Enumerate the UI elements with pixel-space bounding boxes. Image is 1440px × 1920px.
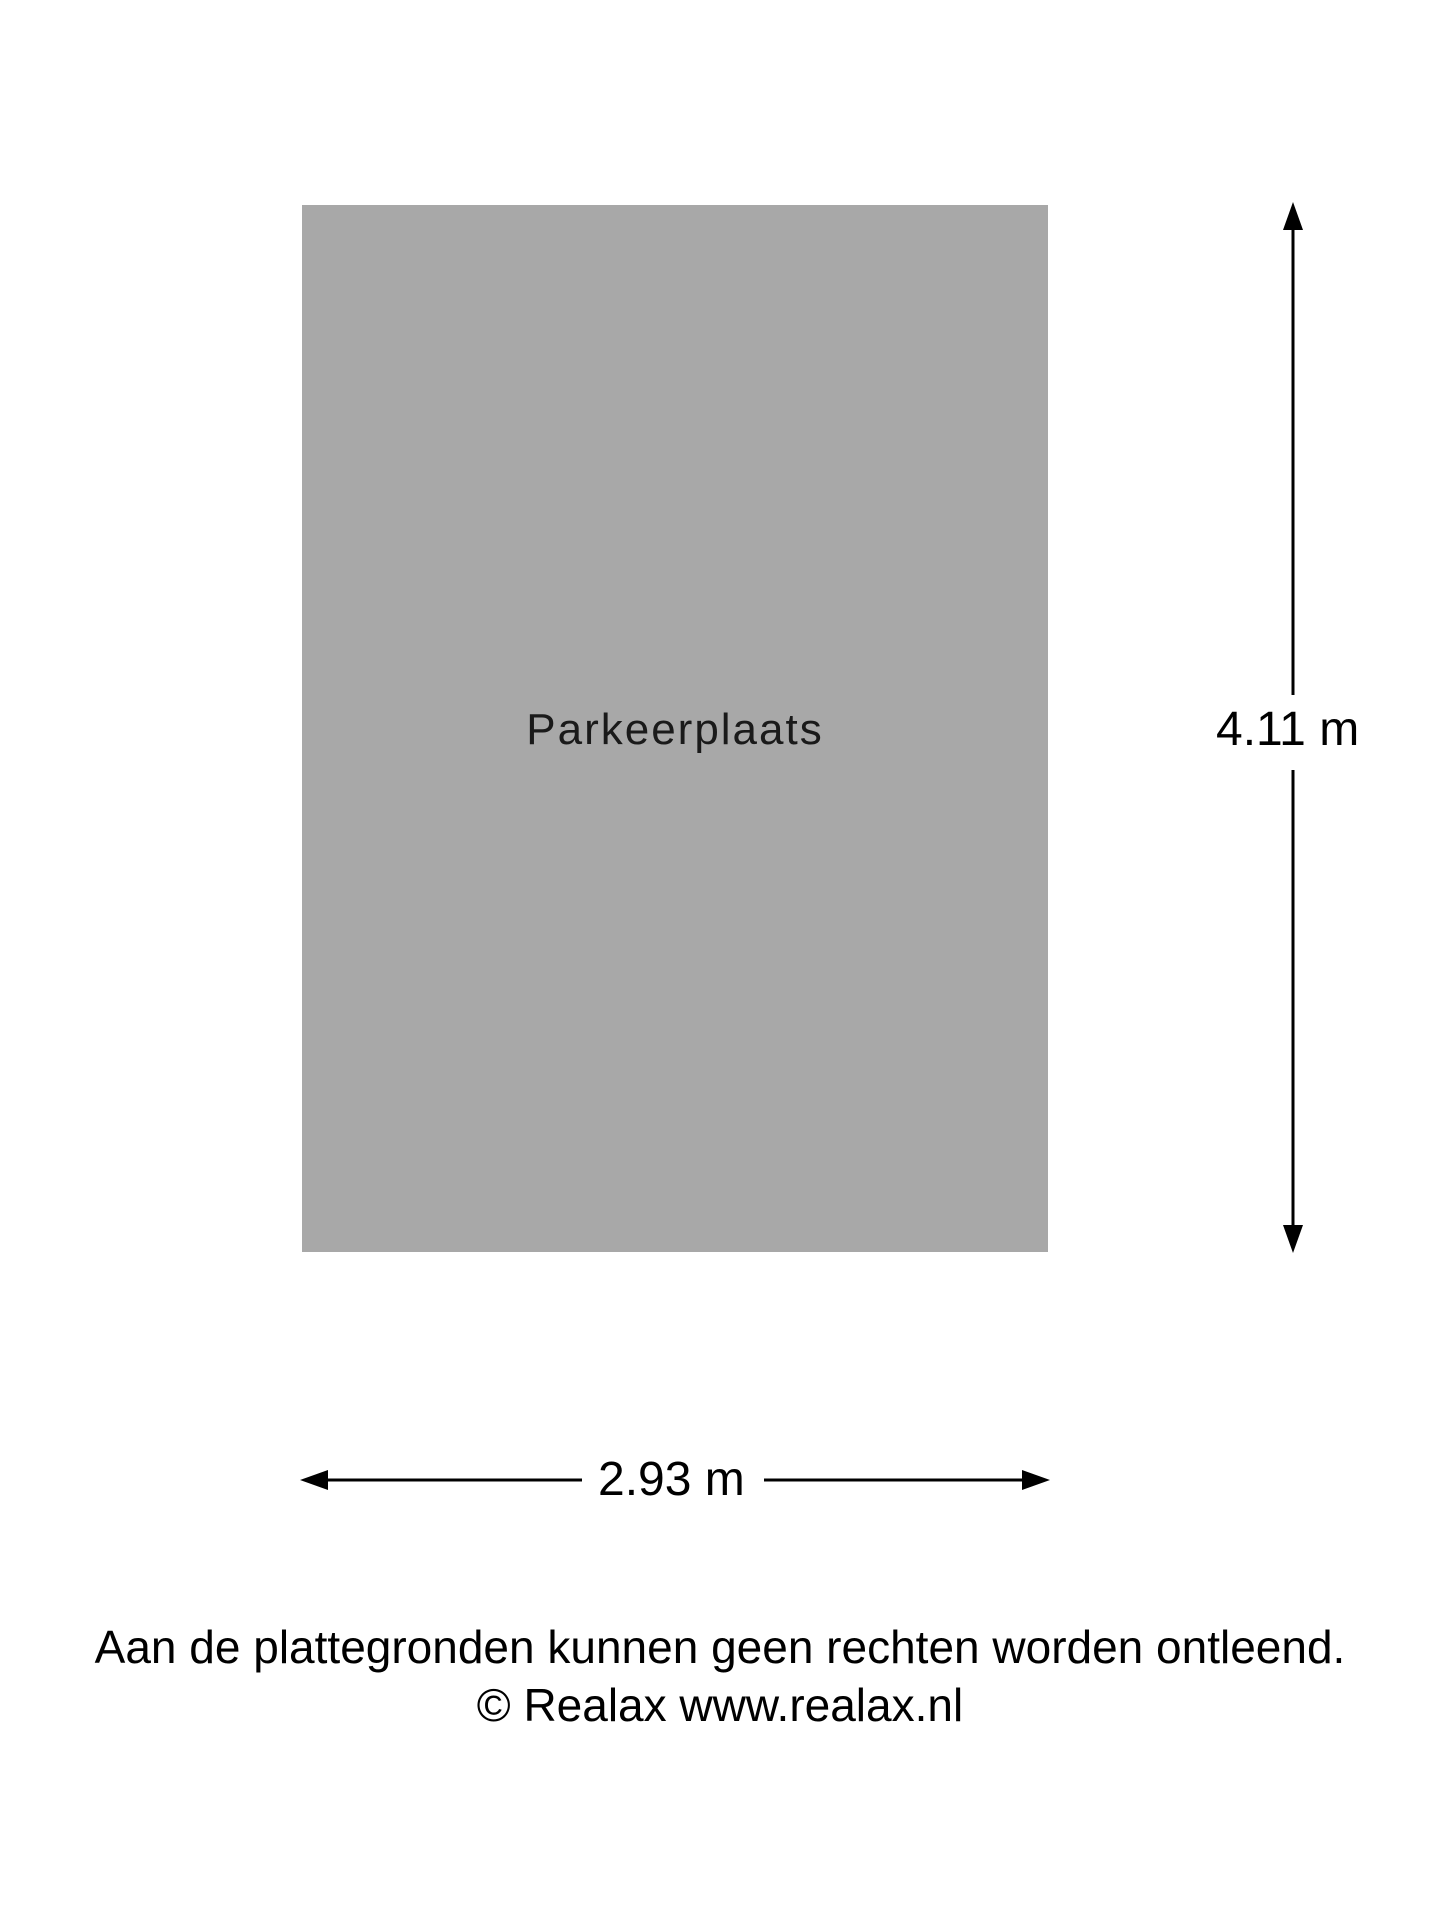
- arrow-left-icon: [300, 1470, 328, 1490]
- width-dimension-label: 2.93 m: [598, 1453, 745, 1506]
- footer: [0, 1618, 1440, 1734]
- room-label: Parkeerplaats: [526, 705, 824, 754]
- arrow-right-icon: [1022, 1470, 1050, 1490]
- height-dimension-label: 4.11 m: [1216, 703, 1360, 756]
- disclaimer-text: Aan de plattegronden kunnen geen rechten worden ontleend.: [94, 1621, 1346, 1673]
- arrow-up-icon: [1283, 202, 1303, 230]
- arrow-down-icon: [1283, 1225, 1303, 1253]
- copyright-text: © Realax www.realax.nl: [476, 1679, 964, 1731]
